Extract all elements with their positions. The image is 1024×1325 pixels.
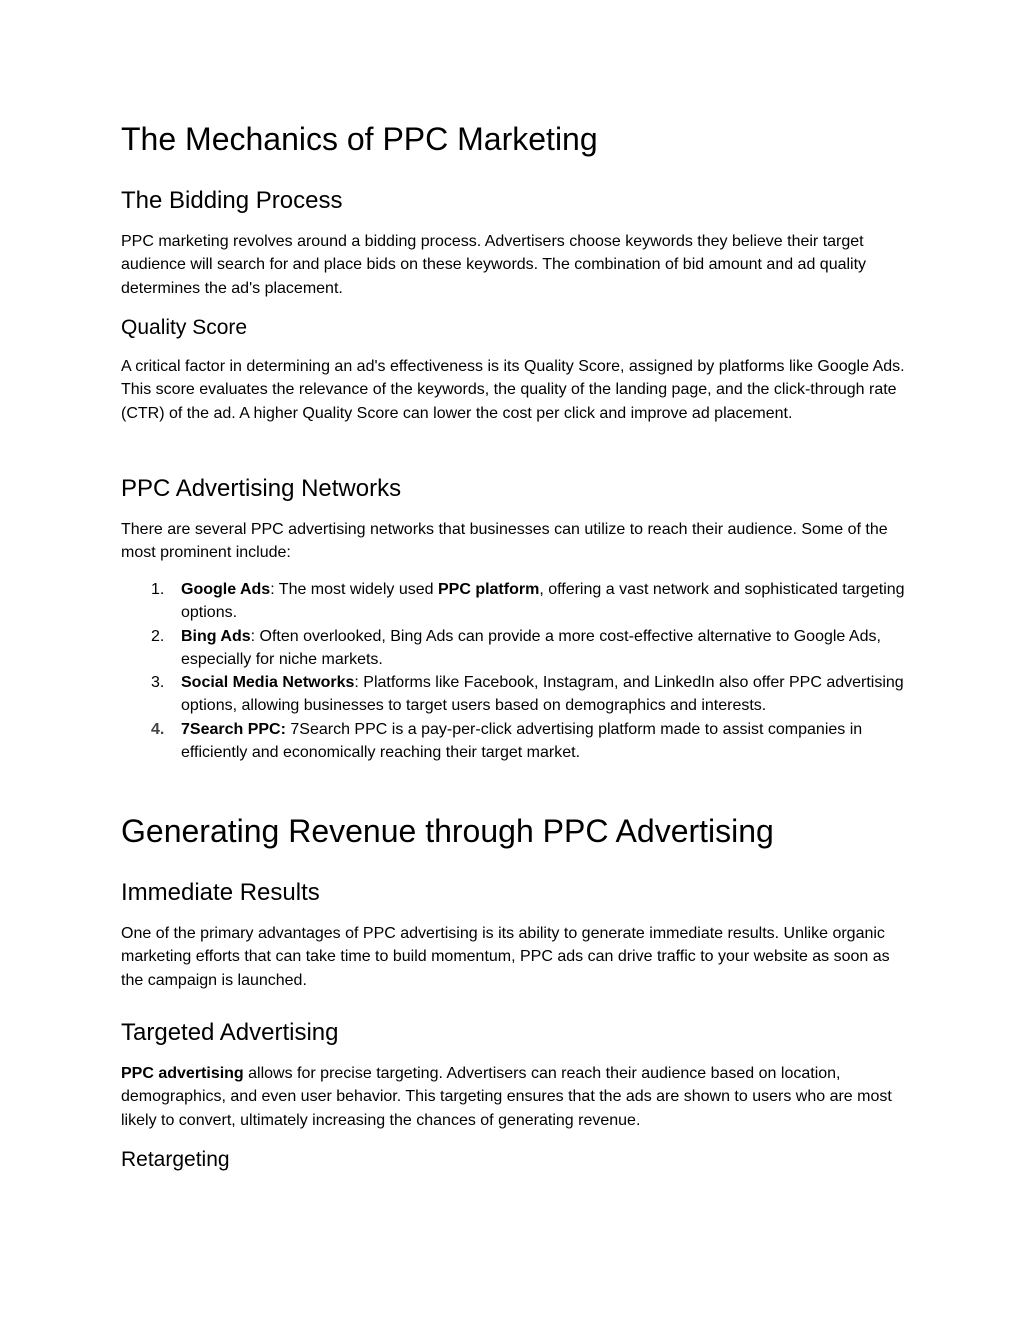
list-item-bing-ads	[121, 625, 911, 672]
list-item-google-ads	[121, 578, 911, 625]
list-item-term: Social Media Networks	[181, 674, 355, 692]
list-number: 1.	[151, 581, 165, 598]
list-number: 3.	[151, 674, 165, 692]
paragraph-targeted-advertising	[121, 1062, 911, 1132]
list-number: 4.	[151, 720, 165, 738]
list-item-text: : Platforms like Facebook, Instagram, and LinkedIn also offer PPC advertising options, allowing businesses to target users based on demographics and interests.	[181, 674, 904, 715]
list-item-text: , offering a vast network and sophisticated targeting options.	[181, 581, 905, 622]
section-title-mechanics: The Mechanics of PPC Marketing	[121, 121, 598, 157]
heading-quality-score: Quality Score	[121, 316, 248, 339]
paragraph-lead-bold: PPC advertising	[121, 1065, 244, 1082]
paragraph-immediate-results: One of the primary advantages of PPC advertising is its ability to generate immediate results. Unlike organic marketing efforts that can take time to build momentum, PPC ads can drive traffic to your website as soon as the campaign is launched.	[121, 925, 890, 989]
list-item-text: : The most widely used	[270, 581, 438, 598]
heading-ppc-networks: PPC Advertising Networks	[121, 475, 402, 502]
heading-targeted-advertising: Targeted Advertising	[121, 1019, 339, 1046]
list-item-term: 7Search PPC:	[181, 720, 286, 738]
list-item-term: Bing Ads	[181, 627, 251, 645]
list-item-emphasis: PPC platform	[437, 581, 540, 598]
paragraph-networks-intro: There are several PPC advertising networks that businesses can utilize to reach their audience. Some of the most prominent include:	[121, 521, 888, 562]
list-item-social-media	[121, 671, 911, 718]
section-title-revenue: Generating Revenue through PPC Advertising	[121, 813, 774, 849]
networks-list	[121, 578, 911, 764]
list-item-7search	[121, 718, 911, 765]
list-number: 2.	[151, 627, 165, 645]
heading-immediate-results: Immediate Results	[121, 879, 320, 906]
list-item-text: : Often overlooked, Bing Ads can provide a more cost-effective alternative to Google Ads, especially for niche markets.	[181, 627, 881, 668]
paragraph-bidding-process: PPC marketing revolves around a bidding process. Advertisers choose keywords they believe their target audience will search for and place bids on these keywords. The combination of bid amount and ad quality determines the ad's placement.	[121, 233, 867, 297]
list-item-term: Google Ads	[181, 581, 271, 598]
heading-retargeting: Retargeting	[121, 1148, 230, 1171]
paragraph-quality-score: A critical factor in determining an ad's effectiveness is its Quality Score, assigned by platforms like Google Ads. This score evaluates the relevance of the keywords, the quality of the landing page, and the click-through rate (CTR) of the ad. A higher Quality Score can lower the cost per click and improve ad placement.	[121, 358, 905, 422]
paragraph-text: allows for precise targeting. Advertisers can reach their audience based on location, demographics, and even user behavior. This targeting ensures that the ads are shown to users who are most likely to convert, ultimately increasing the chances of generating revenue.	[121, 1065, 892, 1129]
heading-bidding-process: The Bidding Process	[121, 187, 343, 214]
list-item-text: 7Search PPC is a pay-per-click advertising platform made to assist companies in efficiently and economically reaching their target market.	[181, 720, 863, 762]
